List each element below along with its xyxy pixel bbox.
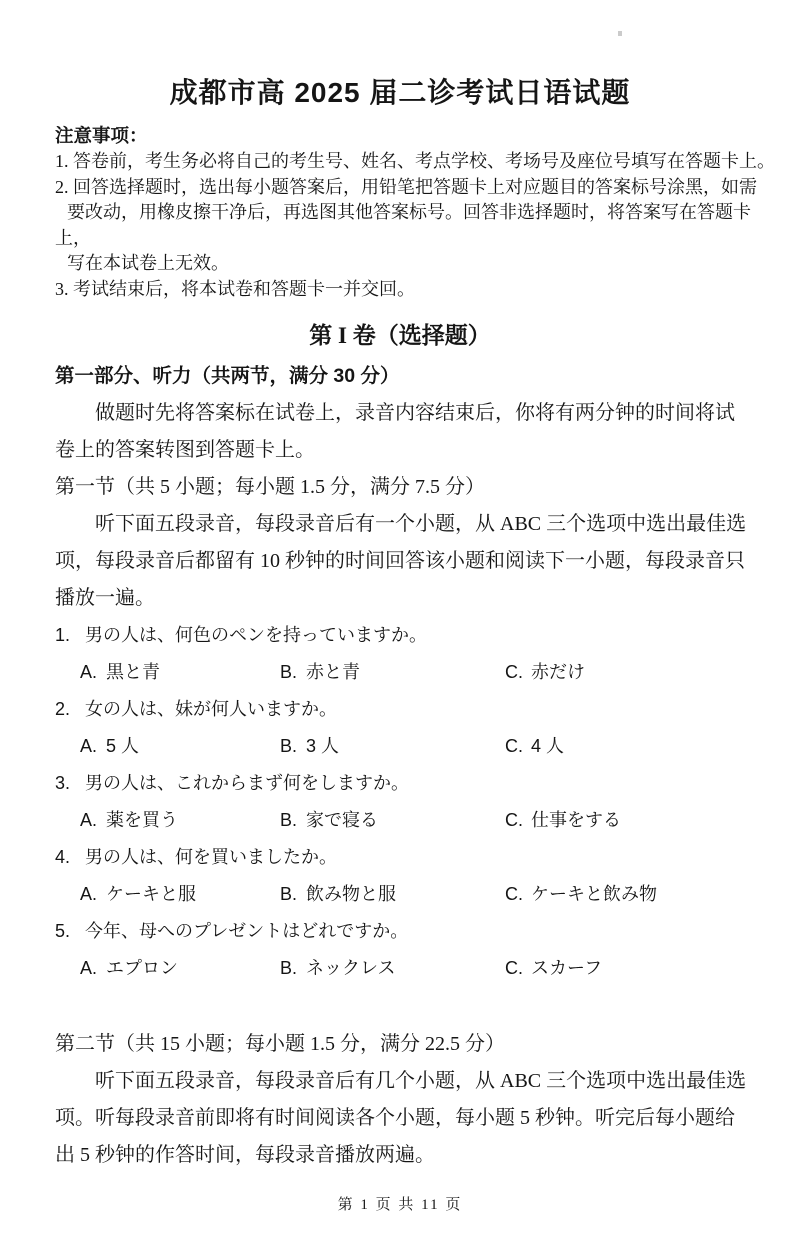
option-label: C. (505, 958, 523, 978)
option-label: B. (280, 662, 298, 682)
options-row (55, 728, 745, 765)
option-label: C. (505, 662, 523, 682)
section2-intro-line: 项。听每段录音前即将有时间阅读各个小题，每小题 5 秒钟。听完后每小题给 (55, 1107, 735, 1129)
question-item (55, 839, 745, 876)
print-artifact-speck (618, 31, 622, 36)
notice-line: 3. 考试结束后，将本试卷和答题卡一并交回。 (55, 278, 415, 299)
question-number: 2. (55, 699, 71, 719)
section2-heading: 第二节（共 15 小题；每小题 1.5 分，满分 22.5 分） (55, 1033, 505, 1055)
option-b (280, 802, 505, 839)
option-label: B. (280, 958, 298, 978)
question-number: 5. (55, 921, 71, 941)
part1-heading: 第一部分、听力（共两节，满分 30 分） (55, 365, 400, 387)
question-text: 今年、母へのプレゼントはどれですか。 (85, 921, 409, 941)
option-a (80, 802, 280, 839)
notice-line: 要改动，用橡皮擦干净后，再选图其他答案标号。回答非选择题时，将答案写在答题卡 (67, 202, 751, 222)
option-a (80, 950, 280, 987)
option-text: エプロン (106, 958, 178, 978)
option-text: スカーフ (531, 958, 603, 978)
option-b (280, 654, 505, 691)
option-text: 家で寝る (306, 810, 378, 830)
notice-line: 2. 回答选择题时，选出每小题答案后，用铅笔把答题卡上对应题目的答案标号涂黑，如需 (55, 176, 757, 197)
section1-intro-line: 项，每段录音后都留有 10 秒钟的时间回答该小题和阅读下一小题，每段录音只 (55, 550, 745, 572)
question-number: 1. (55, 625, 71, 645)
option-label: A. (80, 884, 98, 904)
option-label: A. (80, 736, 98, 756)
option-label: B. (280, 736, 298, 756)
option-c (505, 728, 745, 765)
option-text: 仕事をする (531, 810, 621, 830)
question-text: 男の人は、これからまず何をしますか。 (85, 773, 409, 793)
part1-intro-line: 卷上的答案转图到答题卡上。 (55, 439, 315, 461)
question-number: 4. (55, 847, 71, 867)
question-item (55, 691, 745, 728)
notice-heading: 注意事项： (55, 125, 148, 146)
option-c (505, 802, 745, 839)
section2-intro-line: 出 5 秒钟的作答时间，每段录音播放两遍。 (55, 1144, 435, 1166)
options-row (55, 876, 745, 913)
option-label: C. (505, 884, 523, 904)
option-label: B. (280, 884, 298, 904)
question-item (55, 617, 745, 654)
option-a (80, 654, 280, 691)
question-item (55, 913, 745, 950)
notice-section (55, 123, 775, 302)
option-c (505, 876, 745, 913)
option-a (80, 728, 280, 765)
section1-intro-line: 听下面五段录音，每段录音后有一个小题，从 ABC 三个选项中选出最佳选 (95, 513, 747, 535)
option-text: 5 人 (106, 736, 140, 756)
notice-line: 上， (55, 227, 91, 248)
option-text: 黒と青 (106, 662, 160, 682)
option-label: A. (80, 958, 98, 978)
question-text: 男の人は、何を買いましたか。 (85, 847, 337, 867)
option-c (505, 654, 745, 691)
options-row (55, 802, 745, 839)
option-label: B. (280, 810, 298, 830)
main-body (55, 358, 745, 1174)
option-label: C. (505, 736, 523, 756)
option-text: 3 人 (306, 736, 340, 756)
option-text: 飲み物と服 (306, 884, 396, 904)
question-list (55, 617, 745, 987)
section2 (55, 1026, 745, 1174)
volume-title: 第 I 卷（选择题） (309, 323, 491, 348)
option-text: ケーキと服 (106, 884, 196, 904)
notice-line: 写在本试卷上无效。 (67, 253, 229, 273)
question-text: 女の人は、妹が何人いますか。 (85, 699, 337, 719)
page-number: 第 1 页 共 11 页 (337, 1197, 463, 1213)
option-label: A. (80, 810, 98, 830)
option-text: ネックレス (306, 958, 396, 978)
question-number: 3. (55, 773, 71, 793)
option-text: 4 人 (531, 736, 565, 756)
options-row (55, 950, 745, 987)
option-text: ケーキと飲み物 (531, 884, 657, 904)
option-text: 赤と青 (306, 662, 360, 682)
section1-intro-line: 播放一遍。 (55, 587, 155, 609)
option-label: C. (505, 810, 523, 830)
option-text: 赤だけ (531, 662, 585, 682)
section1-heading: 第一节（共 5 小题；每小题 1.5 分，满分 7.5 分） (55, 476, 485, 498)
question-item (55, 765, 745, 802)
option-b (280, 728, 505, 765)
option-text: 薬を買う (106, 810, 178, 830)
section2-intro-line: 听下面五段录音，每段录音后有几个小题，从 ABC 三个选项中选出最佳选 (95, 1070, 747, 1092)
option-b (280, 950, 505, 987)
part1-intro-line: 做题时先将答案标在试卷上，录音内容结束后，你将有两分钟的时间将试 (95, 402, 735, 424)
page-title: 成都市高 2025 届二诊考试日语试题 (169, 77, 631, 108)
option-a (80, 876, 280, 913)
option-b (280, 876, 505, 913)
question-text: 男の人は、何色のペンを持っていますか。 (85, 625, 427, 645)
option-c (505, 950, 745, 987)
options-row (55, 654, 745, 691)
notice-line: 1. 答卷前，考生务必将自己的考生号、姓名、考点学校、考场号及座位号填写在答题卡上。 (55, 151, 775, 171)
option-label: A. (80, 662, 98, 682)
